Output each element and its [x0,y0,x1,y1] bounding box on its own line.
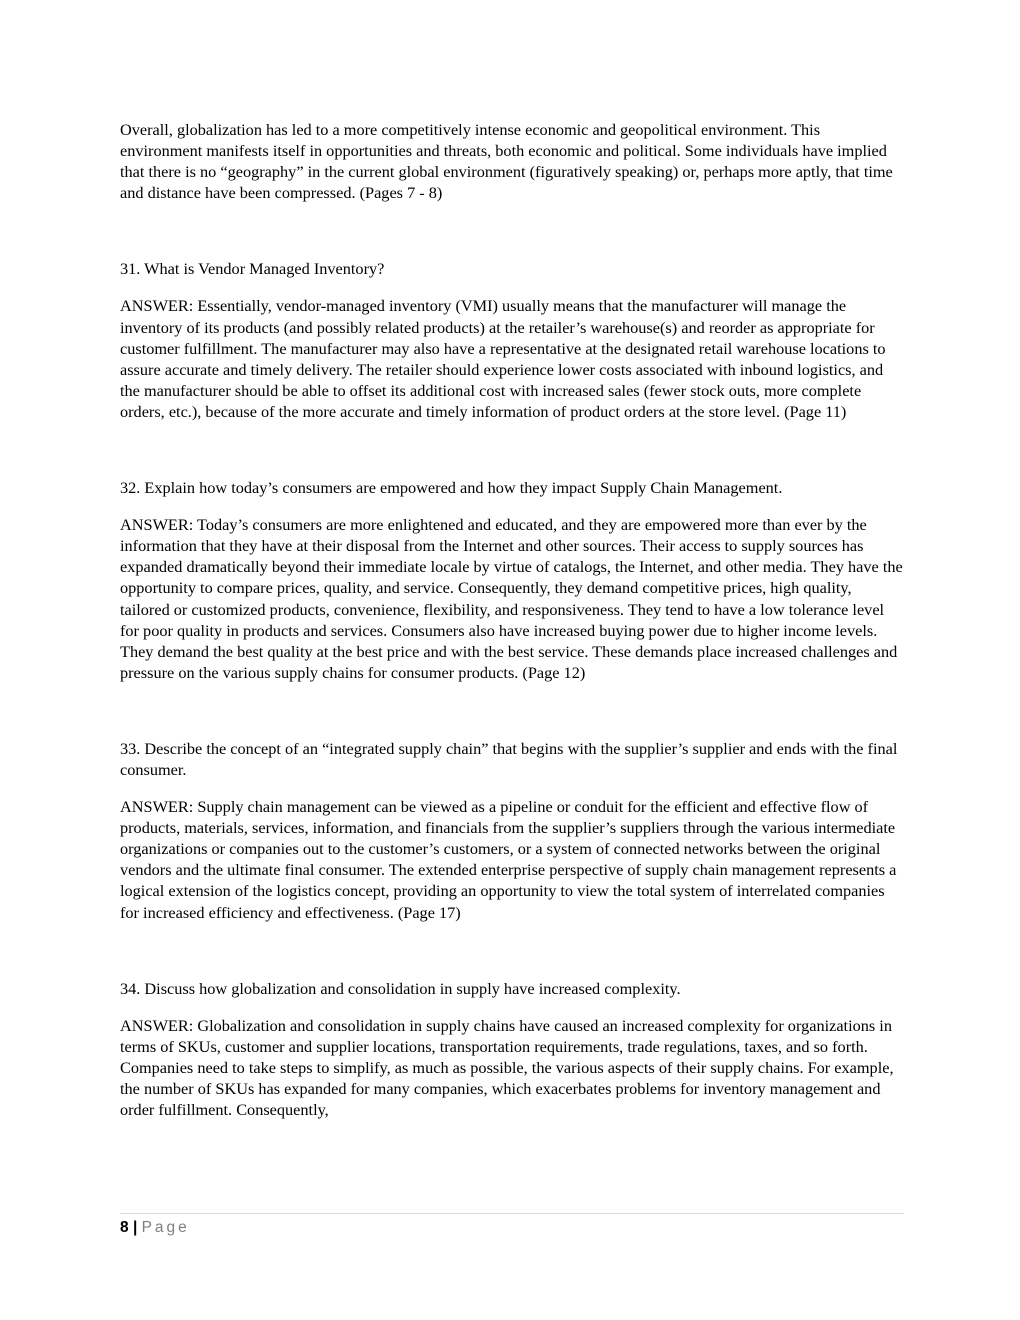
page-footer [120,1213,904,1238]
page-number: 8 [120,1219,129,1236]
answer-31: ANSWER: Essentially, vendor-managed inventory (VMI) usually means that the manufacturer will manage the inventory of its products (and possibly related products) at the retailer’s warehouse(s) and reorder as appropriate for customer fulfillment. The manufacturer may also have a representative at the designated retail warehouse locations to assure accurate and timely delivery. The retailer should experience lower costs associated with inbound logistics, and the manufacturer should be able to offset its additional cost with increased sales (fewer stock outs, more complete orders, etc.), because of the more accurate and timely information of product orders at the store level. (Page 11) [120,296,886,421]
page-label: Page [141,1219,190,1236]
answer-33: ANSWER: Supply chain management can be viewed as a pipeline or conduit for the efficient and effective flow of products, materials, services, information, and financials from the supplier’s suppliers through the various intermediate organizations or companies out to the customer’s customers, or a system of connected networks between the original vendors and the ultimate final consumer. The extended enterprise perspective of supply chain management represents a logical extension of the logistics concept, providing an opportunity to view the total system of interrelated companies for increased efficiency and effectiveness. (Page 17) [120,797,897,922]
footer-separator: | [132,1219,138,1236]
intro-paragraph: Overall, globalization has led to a more competitively intense economic and geopolitical environment. This environment manifests itself in opportunities and threats, both economic and political. Some individuals have implied that there is no “geography” in the current global environment (figuratively speaking) or, perhaps more aptly, that time and distance have been compressed. (Pages 7 - 8) [120,120,893,203]
question-34: 34. Discuss how globalization and consolidation in supply have increased complexity. [120,978,681,998]
answer-34: ANSWER: Globalization and consolidation in supply chains have caused an increased complexity for organizations in terms of SKUs, customer and supplier locations, transportation requirements, trade regulations, taxes, and so forth. Companies need to take steps to simplify, as much as possible, the various aspects of their supply chains. For example, the number of SKUs has expanded for many companies, which exacerbates problems for inventory management and order fulfillment. Consequently, [120,1015,894,1120]
answer-32: ANSWER: Today’s consumers are more enlightened and educated, and they are empowered more than ever by the information that they have at their disposal from the Internet and other sources. Their access to supply sources has expanded dramatically beyond their immediate locale by virtue of catalogs, the Internet, and other media. They have the opportunity to compare prices, quality, and service. Consequently, they demand competitive prices, high quality, tailored or customized products, convenience, flexibility, and responsiveness. They tend to have a low tolerance level for poor quality in products and services. Consumers also have increased buying power due to higher income levels. They demand the best quality at the best price and with the best service. These demands place increased challenges and pressure on the various supply chains for consumer products. (Page 12) [120,515,903,682]
question-31: 31. What is Vendor Managed Inventory? [120,259,385,279]
question-32: 32. Explain how today’s consumers are empowered and how they impact Supply Chain Management. [120,478,783,498]
question-33: 33. Describe the concept of an “integrated supply chain” that begins with the supplier’s supplier and ends with the final consumer. [120,738,898,779]
page-body [120,119,904,1120]
